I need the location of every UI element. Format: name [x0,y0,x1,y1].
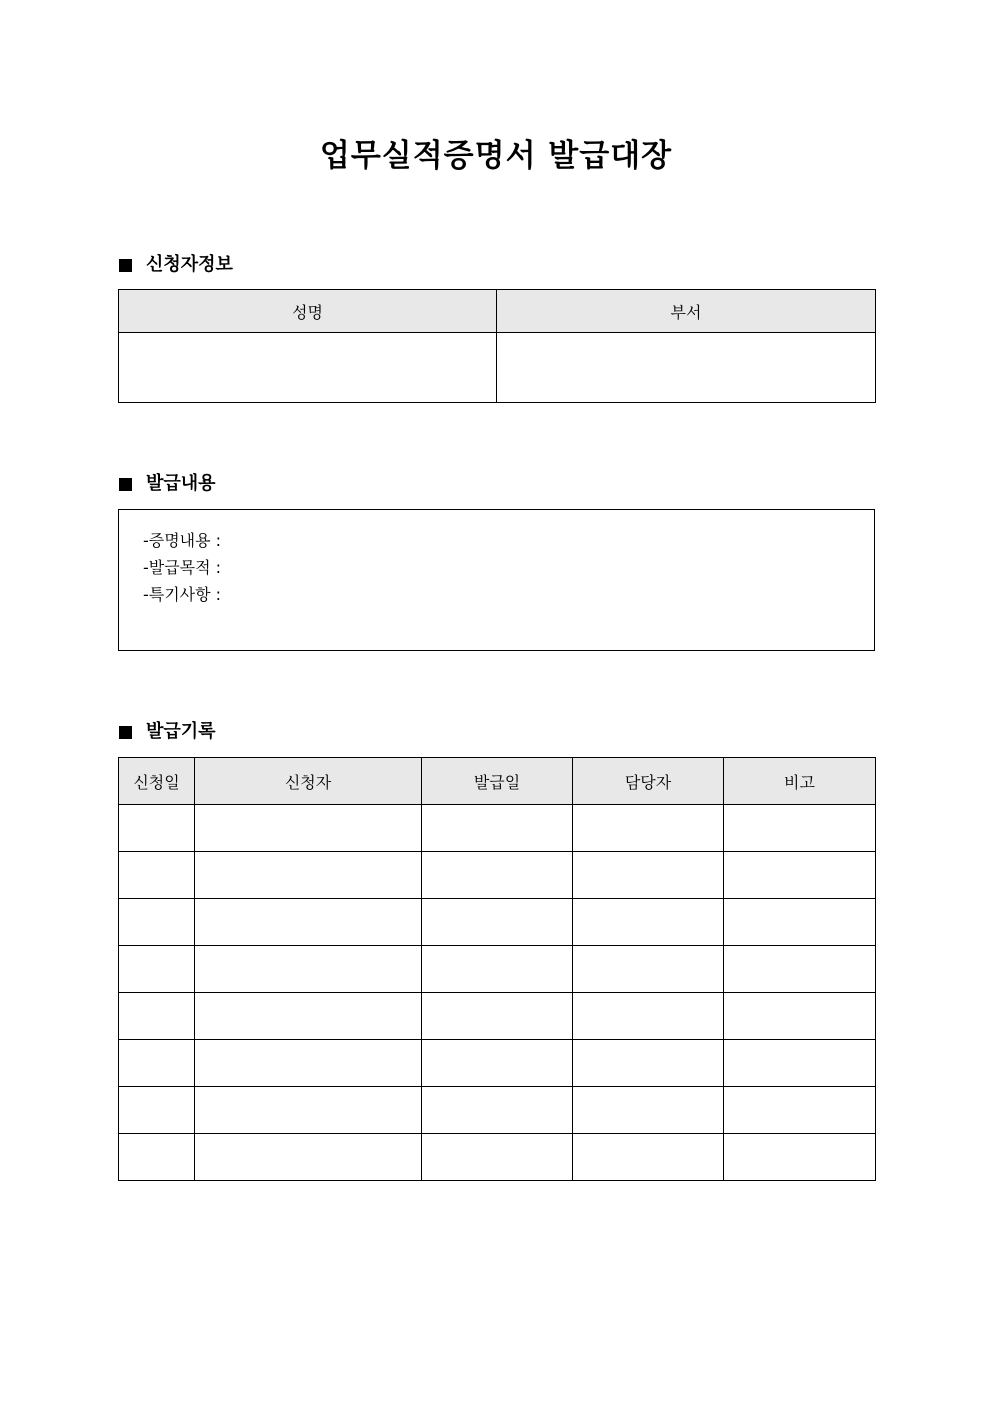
remarks-cell[interactable] [724,899,876,946]
record-table-body [119,805,876,1181]
remarks-cell[interactable] [724,1040,876,1087]
section-heading-applicant [119,253,233,277]
person-in-charge-cell[interactable] [573,852,724,899]
section-heading-issue-records [119,720,216,744]
column-header-request-date: 신청일 [119,758,195,805]
section-heading-label: 발급기록 [146,721,216,742]
applicant-info-table [118,289,876,403]
column-header-issue-date: 발급일 [422,758,573,805]
column-header-applicant: 신청자 [195,758,422,805]
section-heading-issue-content [119,472,216,496]
table-row [119,1087,876,1134]
issue-date-cell[interactable] [422,993,573,1040]
applicant-cell[interactable] [195,993,422,1040]
remarks-cell[interactable] [724,805,876,852]
person-in-charge-cell[interactable] [573,993,724,1040]
issue-date-cell[interactable] [422,946,573,993]
list-item-special-notes: -특기사항 : [143,585,222,604]
applicant-cell[interactable] [195,805,422,852]
person-in-charge-cell[interactable] [573,1087,724,1134]
table-row [119,1134,876,1181]
table-header-row [119,290,876,333]
applicant-cell[interactable] [195,899,422,946]
remarks-cell[interactable] [724,1087,876,1134]
issue-date-cell[interactable] [422,1134,573,1181]
column-header-name: 성명 [119,290,497,333]
applicant-cell[interactable] [195,1040,422,1087]
column-header-department: 부서 [497,290,876,333]
request-date-cell[interactable] [119,1134,195,1181]
table-row [119,946,876,993]
issue-record-table [118,757,876,1181]
square-bullet-icon [119,726,132,739]
table-row [119,1040,876,1087]
square-bullet-icon [119,259,132,272]
column-header-remarks: 비고 [724,758,876,805]
applicant-cell[interactable] [195,946,422,993]
person-in-charge-cell[interactable] [573,1040,724,1087]
request-date-cell[interactable] [119,946,195,993]
remarks-cell[interactable] [724,993,876,1040]
department-cell[interactable] [497,333,876,403]
issue-date-cell[interactable] [422,852,573,899]
request-date-cell[interactable] [119,1040,195,1087]
applicant-cell[interactable] [195,1087,422,1134]
person-in-charge-cell[interactable] [573,805,724,852]
request-date-cell[interactable] [119,805,195,852]
applicant-cell[interactable] [195,1134,422,1181]
remarks-cell[interactable] [724,852,876,899]
table-row [119,333,876,403]
person-in-charge-cell[interactable] [573,899,724,946]
issue-date-cell[interactable] [422,899,573,946]
applicant-cell[interactable] [195,852,422,899]
table-header-row [119,758,876,805]
section-heading-label: 신청자정보 [146,254,233,275]
table-row [119,899,876,946]
name-cell[interactable] [119,333,497,403]
request-date-cell[interactable] [119,899,195,946]
issue-date-cell[interactable] [422,1040,573,1087]
square-bullet-icon [119,478,132,491]
table-row [119,805,876,852]
person-in-charge-cell[interactable] [573,946,724,993]
issue-date-cell[interactable] [422,1087,573,1134]
section-heading-label: 발급내용 [146,473,216,494]
issue-content-box[interactable] [118,509,875,651]
request-date-cell[interactable] [119,1087,195,1134]
table-row [119,993,876,1040]
issue-date-cell[interactable] [422,805,573,852]
remarks-cell[interactable] [724,1134,876,1181]
issue-content-list [119,510,874,608]
table-row [119,852,876,899]
request-date-cell[interactable] [119,993,195,1040]
person-in-charge-cell[interactable] [573,1134,724,1181]
request-date-cell[interactable] [119,852,195,899]
list-item-issue-purpose: -발급목적 : [143,558,222,577]
column-header-person-in-charge: 담당자 [573,758,724,805]
document-title: 업무실적증명서 발급대장 [319,138,673,174]
remarks-cell[interactable] [724,946,876,993]
list-item-certificate-content: -증명내용 : [143,531,222,550]
